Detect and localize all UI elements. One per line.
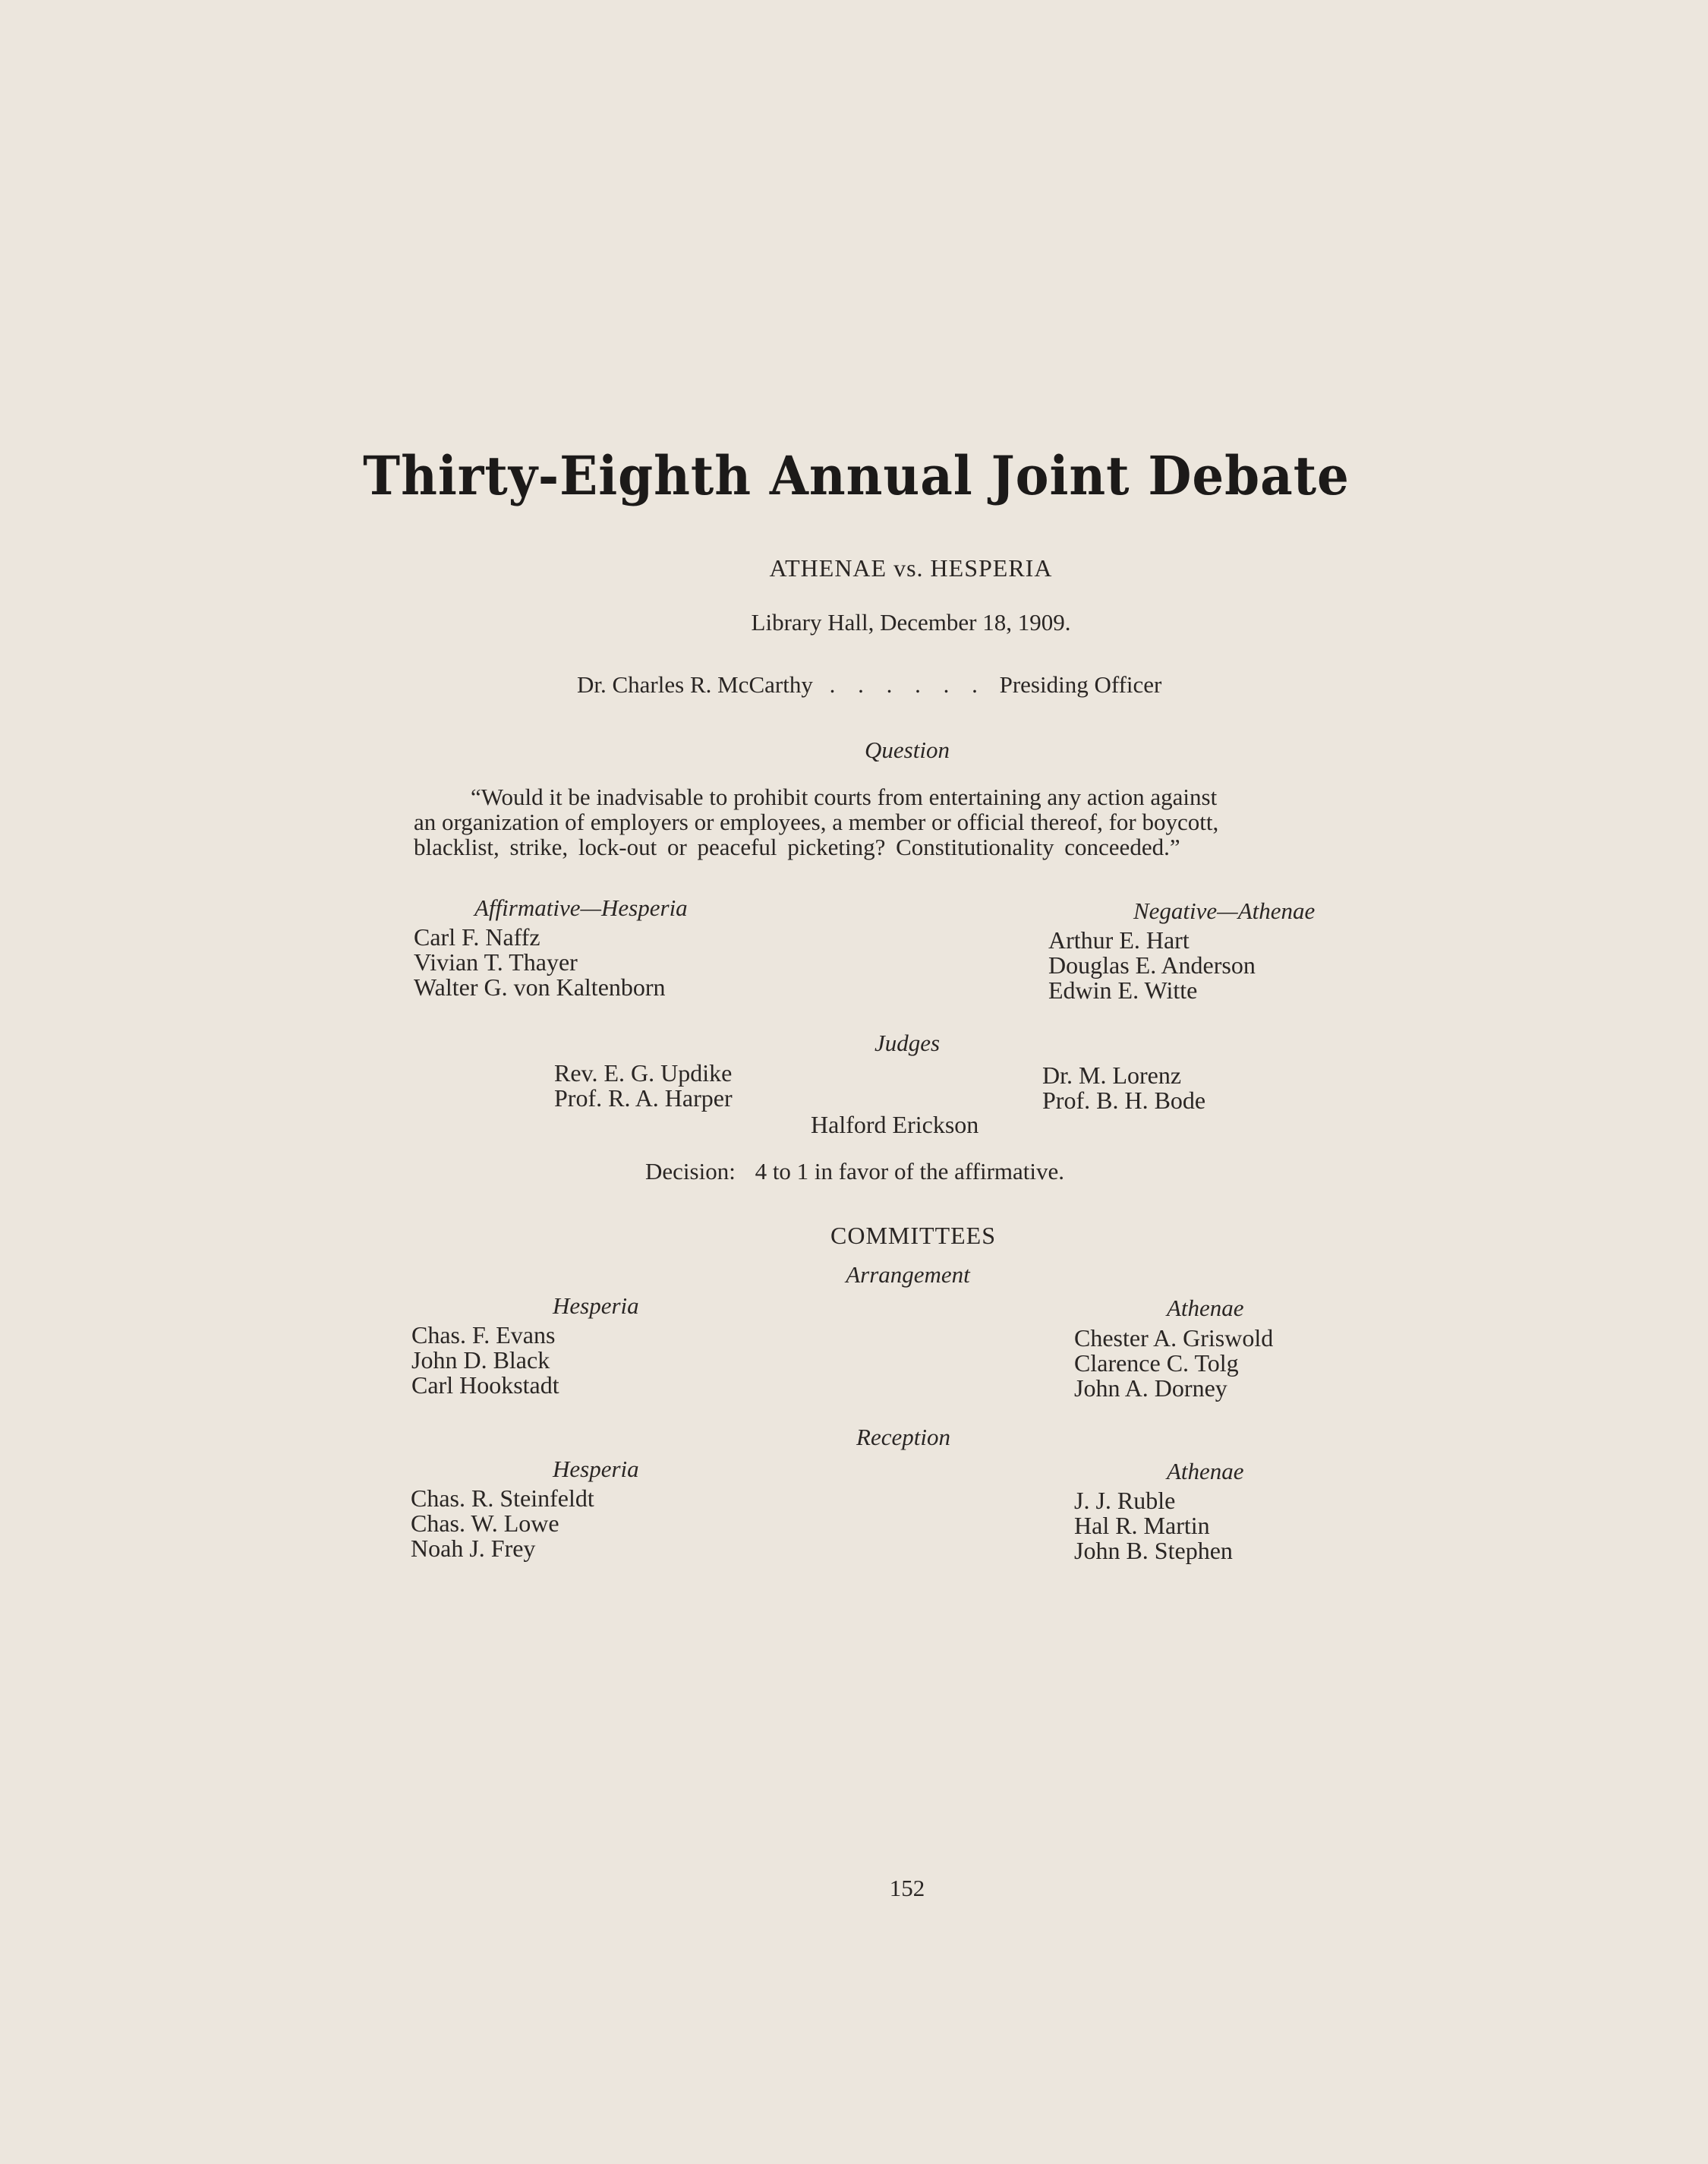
- page-number: 152: [889, 1875, 925, 1901]
- matchup-heading: ATHENAE vs. HESPERIA: [769, 554, 1053, 582]
- committees-heading: COMMITTEES: [830, 1222, 996, 1249]
- list-item: Noah J. Frey: [411, 1535, 536, 1562]
- list-item: Rev. E. G. Updike: [554, 1059, 733, 1087]
- list-item: Chester A. Griswold: [1074, 1324, 1274, 1352]
- list-item: Prof. B. H. Bode: [1042, 1087, 1206, 1114]
- reception-hesperia-heading: Hesperia: [553, 1456, 639, 1482]
- question-line: an organization of employers or employees, a member or official thereof, for boycott,: [414, 809, 1219, 835]
- list-item: Clarence C. Tolg: [1074, 1349, 1239, 1377]
- list-item: John A. Dorney: [1074, 1374, 1227, 1402]
- judges-right-list: [1042, 1063, 1205, 1113]
- reception-heading: Reception: [856, 1424, 950, 1450]
- presiding-line: [577, 671, 1161, 699]
- reception-athenae-list: [1074, 1488, 1233, 1563]
- list-item: Douglas E. Anderson: [1048, 951, 1256, 979]
- negative-heading: Negative—Athenae: [1133, 897, 1316, 924]
- arrangement-athenae-list: [1074, 1326, 1273, 1401]
- presiding-officer-role: Presiding Officer: [999, 671, 1162, 698]
- arrangement-hesperia-heading: Hesperia: [553, 1292, 639, 1319]
- list-item: John D. Black: [411, 1346, 550, 1374]
- list-item: John B. Stephen: [1074, 1537, 1233, 1564]
- judges-left-list: [554, 1061, 733, 1111]
- question-line: blacklist, strike, lock-out or peaceful picketing? Constitutionality conceeded.”: [414, 834, 1180, 860]
- judge-center: Halford Erickson: [811, 1111, 979, 1138]
- list-item: Carl F. Naffz: [414, 923, 540, 951]
- list-item: Arthur E. Hart: [1048, 926, 1190, 954]
- reception-hesperia-list: [411, 1486, 594, 1561]
- list-item: Vivian T. Thayer: [414, 948, 578, 976]
- judges-heading: Judges: [874, 1030, 941, 1056]
- question-text: [414, 784, 1218, 860]
- reception-athenae-heading: Athenae: [1167, 1458, 1244, 1484]
- decision-text: 4 to 1 in favor of the affirmative.: [755, 1158, 1065, 1185]
- list-item: Chas. W. Lowe: [411, 1509, 559, 1537]
- presiding-officer-name: Dr. Charles R. McCarthy: [577, 671, 813, 698]
- decision-label: Decision:: [645, 1158, 736, 1185]
- decision-line: [645, 1158, 1064, 1185]
- list-item: Chas. R. Steinfeldt: [411, 1484, 594, 1512]
- question-line: “Would it be inadvisable to prohibit courts from entertaining any action against: [471, 784, 1218, 810]
- affirmative-heading: Affirmative—Hesperia: [474, 894, 688, 921]
- list-item: J. J. Ruble: [1074, 1487, 1176, 1514]
- arrangement-heading: Arrangement: [846, 1261, 970, 1288]
- question-heading: Question: [865, 737, 950, 763]
- list-item: Hal R. Martin: [1074, 1512, 1210, 1539]
- list-item: Edwin E. Witte: [1048, 976, 1198, 1004]
- list-item: Carl Hookstadt: [411, 1371, 559, 1399]
- list-item: Chas. F. Evans: [411, 1321, 556, 1349]
- page-title: Thirty-Eighth Annual Joint Debate: [363, 444, 1350, 507]
- list-item: Walter G. von Kaltenborn: [414, 973, 666, 1001]
- arrangement-athenae-heading: Athenae: [1167, 1295, 1244, 1321]
- arrangement-hesperia-list: [411, 1323, 559, 1398]
- affirmative-list: [414, 925, 666, 1000]
- leader-dots: . . . . . .: [829, 671, 986, 698]
- venue-date: Library Hall, December 18, 1909.: [751, 609, 1071, 636]
- negative-list: [1048, 928, 1256, 1003]
- list-item: Dr. M. Lorenz: [1042, 1061, 1182, 1089]
- list-item: Prof. R. A. Harper: [554, 1084, 733, 1112]
